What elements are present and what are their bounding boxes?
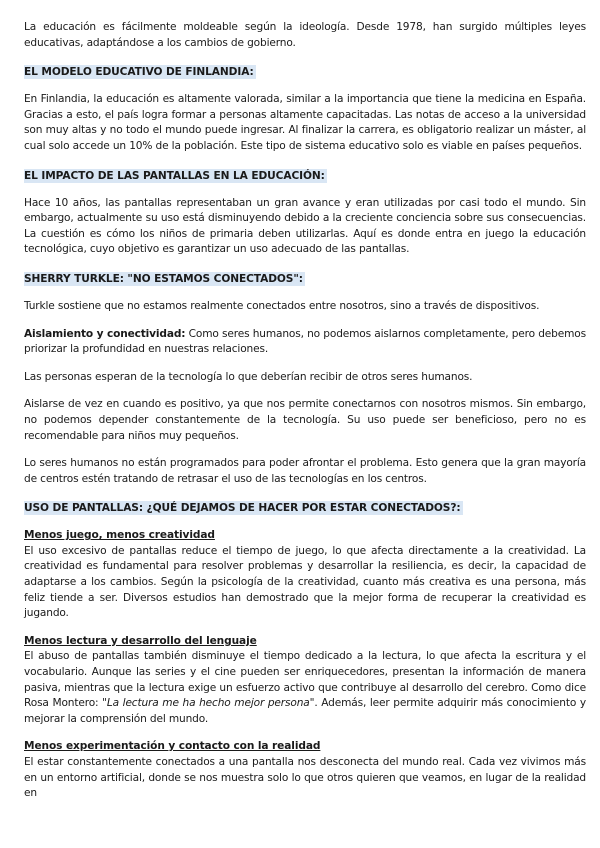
reading-paragraph-before: El abuso de pantallas también disminuye el tiempo dedicado a la lectura, lo que afecta la escritura y el vocabulario. Aunque las series y el cine pueden ser enriquecedores, presentan la información de manera pasiva, mientras que la lectura exige un esfuerzo activo que contribuye al desarrollo del cerebro. Como dice Rosa Montero: (24, 650, 586, 710)
turkle-paragraph-3: Las personas esperan de la tecnología lo que deberían recibir de otros seres humanos. (24, 370, 473, 383)
turkle-paragraph-2-lead: Aislamiento y conectividad: (24, 327, 186, 340)
turkle-paragraph-2 (24, 327, 586, 358)
finland-paragraph: En Finlandia, la educación es altamente valorada, similar a la importancia que tiene la medicina en España. Gracias a esto, el país logra formar a personas altamente capacitadas. Las notas de acceso a la universidad son muy altas y no todo el mundo puede ingresar. Al finalizar la carrera, es obligatorio realizar un máster, al cual solo accede un 10% de la población. Este tipo de sistema educativo solo es viable en países pequeños. (24, 93, 586, 152)
section-heading-finland (24, 65, 586, 80)
subheading-play: Menos juego, menos creatividad (24, 529, 215, 542)
section-heading-screens-text: EL IMPACTO DE LAS PANTALLAS EN LA EDUCACIÓN: (24, 169, 325, 182)
section-heading-finland-text: EL MODELO EDUCATIVO DE FINLANDIA: (24, 66, 254, 79)
section-heading-usage (24, 501, 586, 516)
section-heading-screens (24, 169, 586, 184)
subheading-reality: Menos experimentación y contacto con la realidad (24, 740, 321, 753)
screens-paragraph: Hace 10 años, las pantallas representaban un gran avance y eran utilizadas por casi todo el mundo. Sin embargo, actualmente su uso está disminuyendo debido a la creciente conciencia sobre sus consecuencias. La cuestión es cómo los niños de primaria deben utilizarlas. Aquí es donde entra en juego la educación tecnológica, cuyo objetivo es garantizar un uso adecuado de las pantallas. (24, 196, 586, 256)
turkle-paragraph-2-text: Como seres humanos, no podemos aislarnos completamente, pero debemos priorizar la profundidad en nuestras relaciones. (24, 327, 586, 356)
intro-paragraph: La educación es fácilmente moldeable según la ideología. Desde 1978, han surgido múltiples leyes educativas, adaptándose a los cambios de gobierno. (24, 21, 586, 49)
turkle-paragraph-1: Turkle sostiene que no estamos realmente conectados entre nosotros, sino a través de dispositivos. (24, 299, 540, 312)
section-heading-turkle-text: SHERRY TURKLE: "NO ESTAMOS CONECTADOS": (24, 272, 303, 285)
play-paragraph: El uso excesivo de pantallas reduce el tiempo de juego, lo que afecta directamente a la creatividad. La creatividad es fundamental para resolver problemas y desarrollar la resiliencia, es decir, la capacidad de adaptarse a los cambios. Según la psicología de la creatividad, cuanto más creativa es una persona, más feliz tiende a ser. Diversos estudios han demostrado que la mejor forma de recuperar la creatividad es jugando. (24, 544, 586, 620)
reading-quote: "La lectura me ha hecho mejor persona" (102, 697, 315, 710)
turkle-paragraph-4: Aislarse de vez en cuando es positivo, ya que nos permite conectarnos con nosotros mismos. Sin embargo, no podemos depender constantemente de la tecnología. Su uso puede ser beneficioso, pero no es recomendable para niños muy pequeños. (24, 398, 586, 442)
subheading-reading: Menos lectura y desarrollo del lenguaje (24, 634, 257, 647)
reading-paragraph-after: . Además, leer permite adquirir más conocimiento y mejorar la comprensión del mundo. (24, 697, 586, 725)
section-heading-usage-text: USO DE PANTALLAS: ¿QUÉ DEJAMOS DE HACER POR ESTAR CONECTADOS?: (24, 502, 461, 515)
reading-paragraph (24, 649, 586, 727)
reality-paragraph: El estar constantemente conectados a una pantalla nos desconecta del mundo real. Cada vez vivimos más en un entorno artificial, donde se nos muestra solo lo que otros quieren que veamos, en lugar de la realidad en (24, 756, 586, 800)
section-heading-turkle (24, 272, 586, 287)
turkle-paragraph-5: Lo seres humanos no están programados para poder afrontar el problema. Esto genera que la gran mayoría de centros estén tratando de retrasar el uso de las tecnologías en los centros. (24, 457, 586, 485)
